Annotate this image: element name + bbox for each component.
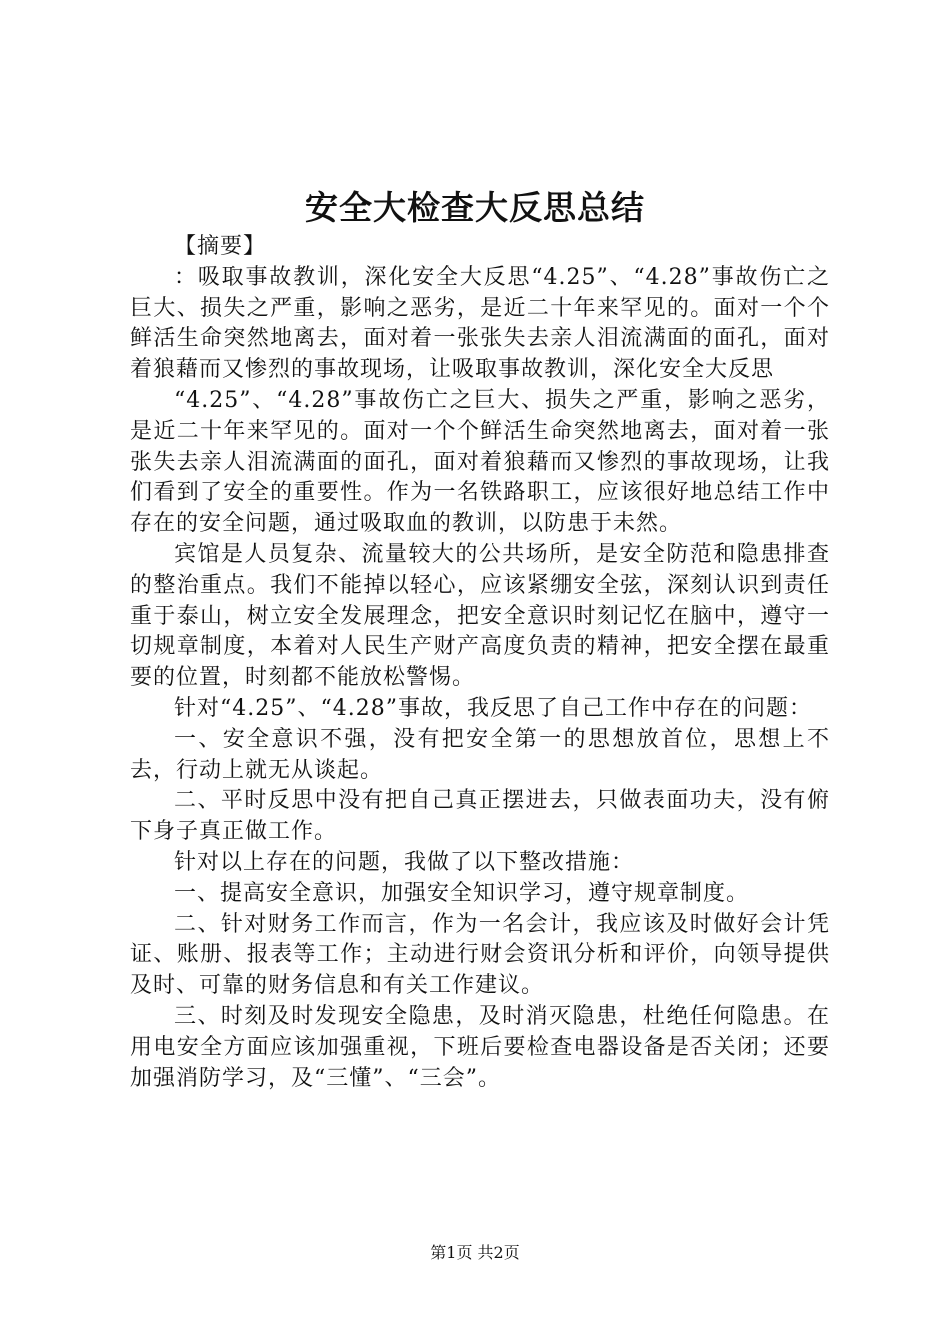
paragraph: 宾馆是人员复杂、流量较大的公共场所，是安全防范和隐患排查的整治重点。我们不能掉以轻心，应该紧绷安全弦，深刻认识到责任重于泰山，树立安全发展理念，把安全意识时刻记忆在脑中，遵守一切规章制度，本着对人民生产财产高度负责的精神，把安全摆在最重要的位置，时刻都不能放松警惕。 xyxy=(130,541,830,691)
paragraph: 针对以上存在的问题，我做了以下整改措施： xyxy=(174,849,635,875)
page-number-footer: 第1页 共2页 xyxy=(430,1243,520,1262)
paragraph: “4.25”、“4.28”事故伤亡之巨大、损失之严重，影响之恶劣，是近二十年来罕见的。面对一个个鲜活生命突然地离去，面对着一张张失去亲人泪流满面的面孔，面对着狼藉而又惨烈的事故现场，让我们看到了安全的重要性。作为一名铁路职工，应该很好地总结工作中存在的安全问题，通过吸取血的教训，以防患于未然。 xyxy=(130,387,830,537)
summary-heading: 【摘要】 xyxy=(174,234,267,259)
list-item: 二、针对财务工作而言，作为一名会计，我应该及时做好会计凭证、账册、报表等工作；主动进行财会资讯分析和评价，向领导提供及时、可靠的财务信息和有关工作建议。 xyxy=(130,911,830,999)
list-item: 二、平时反思中没有把自己真正摆进去，只做表面功夫，没有俯下身子真正做工作。 xyxy=(130,788,830,845)
page-title: 安全大检查大反思总结 xyxy=(305,188,645,227)
list-item: 三、时刻及时发现安全隐患，及时消灭隐患，杜绝任何隐患。在用电安全方面应该加强重视，下班后要检查电器设备是否关闭；还要加强消防学习，及“三懂”、“三会”。 xyxy=(130,1003,830,1091)
paragraph: 针对“4.25”、“4.28”事故，我反思了自己工作中存在的问题： xyxy=(174,695,812,721)
list-item: 一、提高安全意识，加强安全知识学习，遵守规章制度。 xyxy=(174,880,750,906)
list-item: 一、安全意识不强，没有把安全第一的思想放首位，思想上不去，行动上就无从谈起。 xyxy=(130,726,830,783)
paragraph: ：吸取事故教训，深化安全大反思“4.25”、“4.28”事故伤亡之巨大、损失之严重，影响之恶劣，是近二十年来罕见的。面对一个个鲜活生命突然地离去，面对着一张张失去亲人泪流满面的面孔，面对着狼藉而又惨烈的事故现场，让吸取事故教训，深化安全大反思 xyxy=(130,264,830,383)
document-body xyxy=(130,232,830,1094)
